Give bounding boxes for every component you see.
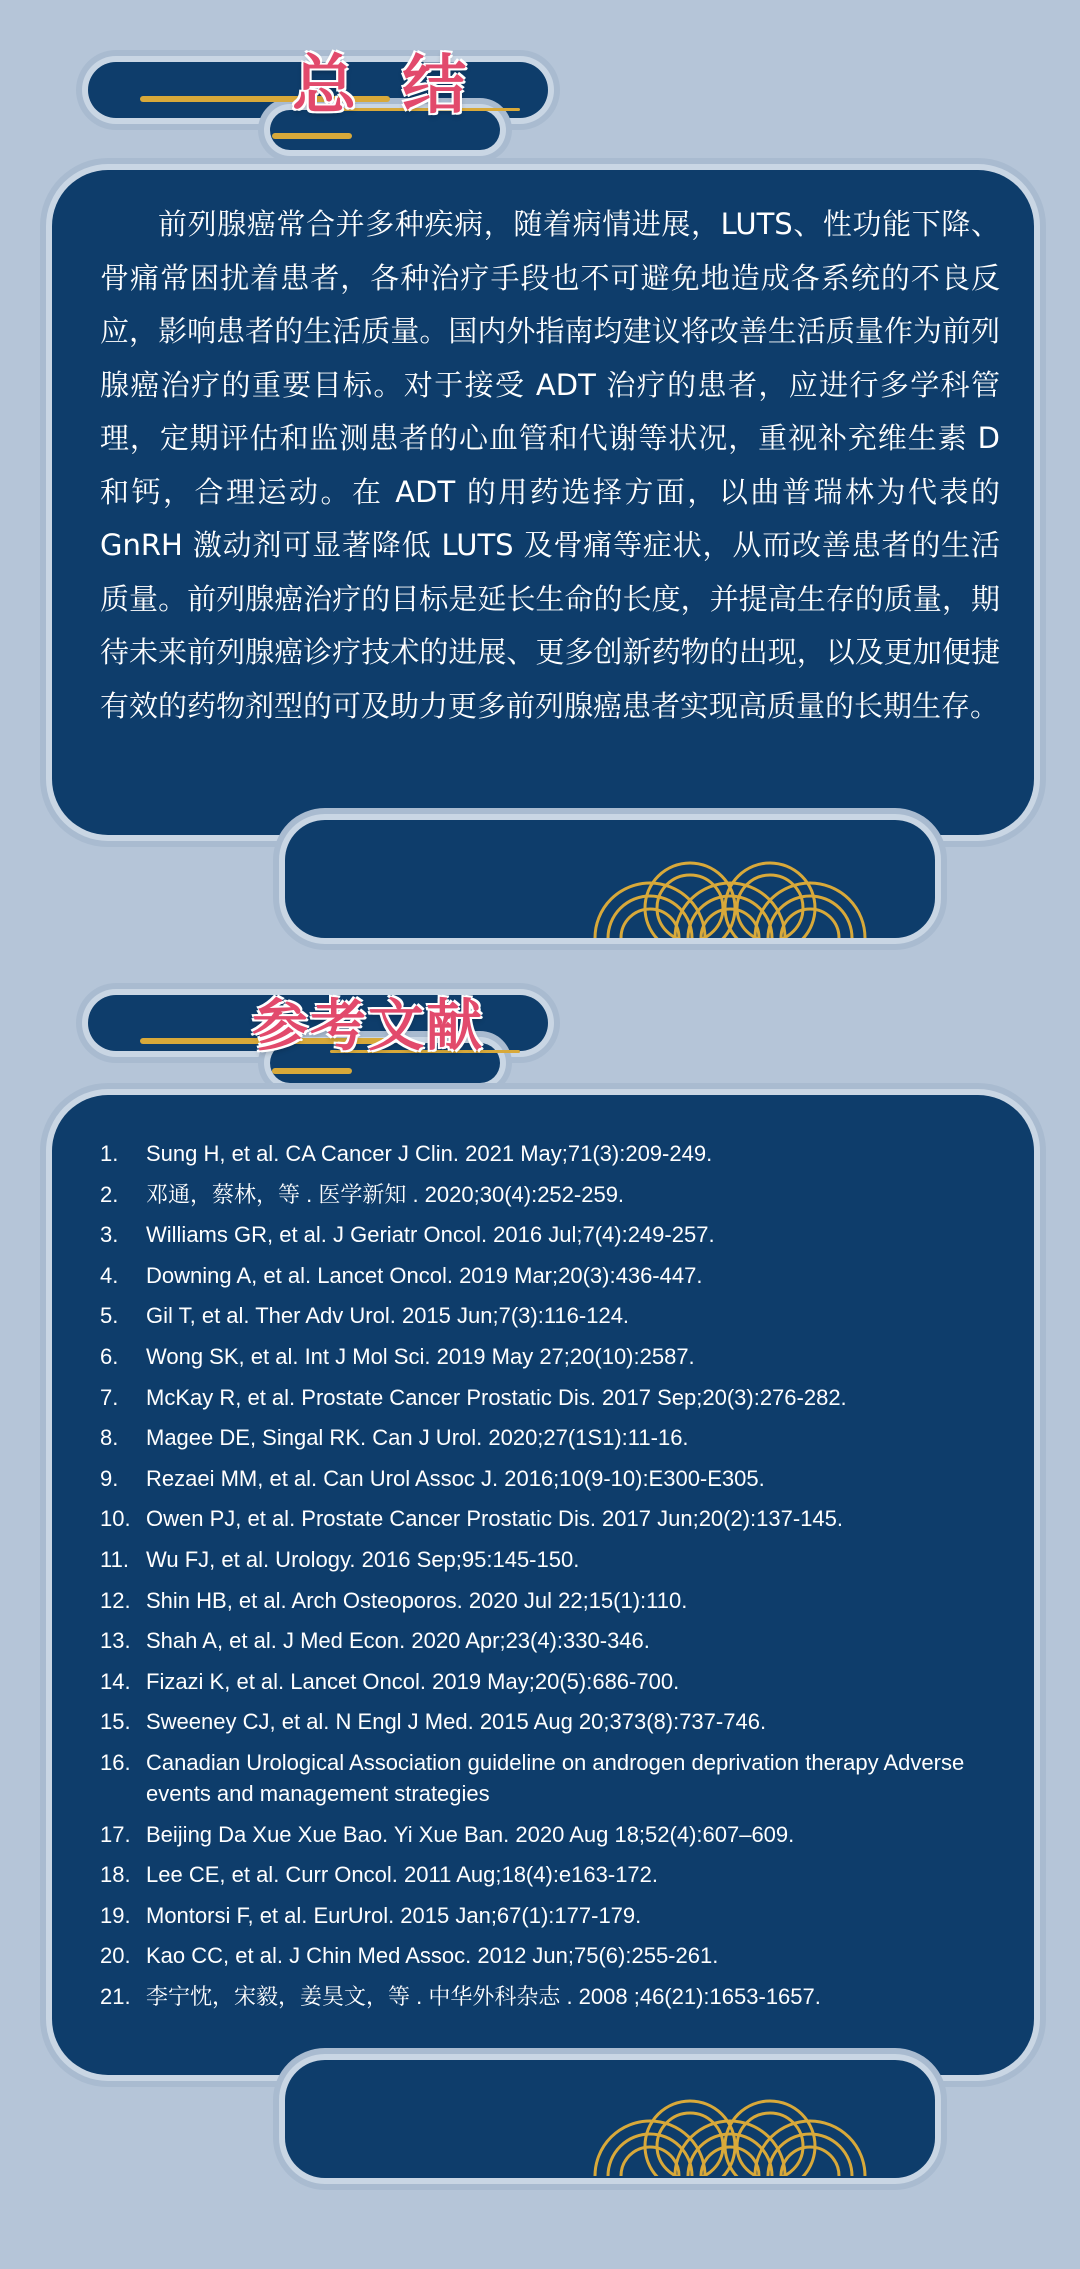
reference-item bbox=[100, 1625, 1000, 1656]
reference-number: 9. bbox=[100, 1465, 119, 1491]
reference-number: 2. bbox=[100, 1181, 119, 1207]
reference-item bbox=[100, 1706, 1000, 1737]
reference-item bbox=[100, 1940, 1000, 1971]
reference-item bbox=[100, 1219, 1000, 1250]
reference-number: 8. bbox=[100, 1425, 119, 1451]
reference-text: Magee DE, Singal RK. Can J Urol. 2020;27(1S1):11-16. bbox=[146, 1425, 689, 1451]
reference-number: 19. bbox=[100, 1902, 131, 1928]
reference-number: 16. bbox=[100, 1749, 131, 1775]
reference-text: McKay R, et al. Prostate Cancer Prostatic Dis. 2017 Sep;20(3):276-282. bbox=[146, 1384, 847, 1410]
reference-item bbox=[100, 1179, 1000, 1210]
reference-number: 6. bbox=[100, 1343, 119, 1369]
reference-number: 4. bbox=[100, 1262, 119, 1288]
reference-number: 11. bbox=[100, 1546, 129, 1572]
reference-number: 15. bbox=[100, 1709, 131, 1735]
reference-item bbox=[100, 1422, 1000, 1453]
reference-item bbox=[100, 1747, 1000, 1809]
wave-arcs-decor bbox=[570, 2076, 900, 2176]
reference-number: 18. bbox=[100, 1862, 131, 1888]
reference-text: Downing A, et al. Lancet Oncol. 2019 Mar;20(3):436-447. bbox=[146, 1262, 703, 1288]
reference-text: Canadian Urological Association guideline on androgen deprivation therapy Adverse events and management strategies bbox=[146, 1749, 965, 1806]
reference-text: Owen PJ, et al. Prostate Cancer Prostatic Dis. 2017 Jun;20(2):137-145. bbox=[146, 1506, 844, 1532]
reference-number: 14. bbox=[100, 1668, 131, 1694]
reference-number: 12. bbox=[100, 1587, 131, 1613]
reference-item bbox=[100, 1859, 1000, 1890]
reference-item bbox=[100, 1260, 1000, 1291]
reference-item bbox=[100, 1585, 1000, 1616]
reference-item bbox=[100, 1666, 1000, 1697]
reference-number: 20. bbox=[100, 1943, 131, 1969]
reference-text: Shah A, et al. J Med Econ. 2020 Apr;23(4):330-346. bbox=[146, 1628, 650, 1654]
reference-text: Gil T, et al. Ther Adv Urol. 2015 Jun;7(3):116-124. bbox=[146, 1303, 630, 1329]
reference-item bbox=[100, 1300, 1000, 1331]
reference-text: 邓通，蔡林，等 . 医学新知 . 2020;30(4):252-259. bbox=[146, 1181, 625, 1207]
reference-item bbox=[100, 1341, 1000, 1372]
reference-number: 21. bbox=[100, 1983, 131, 2009]
reference-number: 10. bbox=[100, 1506, 131, 1532]
wave-arcs-decor bbox=[570, 838, 900, 938]
reference-text: Montorsi F, et al. EurUrol. 2015 Jan;67(1):177-179. bbox=[146, 1902, 642, 1928]
reference-text: Rezaei MM, et al. Can Urol Assoc J. 2016;10(9-10):E300-E305. bbox=[146, 1465, 765, 1491]
reference-item bbox=[100, 1900, 1000, 1931]
reference-item bbox=[100, 1463, 1000, 1494]
reference-text: Beijing Da Xue Xue Bao. Yi Xue Ban. 2020 Aug 18;52(4):607–609. bbox=[146, 1821, 795, 1847]
summary-paragraph: 前列腺癌常合并多种疾病，随着病情进展，LUTS、性功能下降、骨痛常困扰着患者，各种治疗手段也不可避免地造成各系统的不良反应，影响患者的生活质量。国内外指南均建议将改善生活质量作为前列腺癌治疗的重要目标。对于接受 ADT 治疗的患者，应进行多学科管理，定期评估和监测患者的心血管和代谢等状况，重视补充维生素 D 和钙，合理运动。在 ADT 的用药选择方面，以曲普瑞林为代表的 GnRH 激动剂可显著降低 LUTS 及骨痛等症状，从而改善患者的生活质量。前列腺癌治疗的目标是延长生命的长度，并提高生存的质量，期待未来前列腺癌诊疗技术的进展、更多创新药物的出现，以及更加便捷有效的药物剂型的可及助力更多前列腺癌患者实现高质量的长期生存。 bbox=[100, 207, 1000, 723]
reference-number: 5. bbox=[100, 1303, 119, 1329]
references-title: 参考文献 bbox=[252, 993, 484, 1059]
reference-number: 13. bbox=[100, 1628, 131, 1654]
reference-text: Shin HB, et al. Arch Osteoporos. 2020 Jul 22;15(1):110. bbox=[146, 1587, 688, 1613]
reference-text: Sung H, et al. CA Cancer J Clin. 2021 May;71(3):209-249. bbox=[146, 1141, 713, 1166]
reference-number: 1. bbox=[100, 1141, 119, 1166]
reference-number: 3. bbox=[100, 1222, 119, 1248]
reference-item bbox=[100, 1138, 1000, 1169]
reference-text: 李宁忱，宋毅，姜昊文，等 . 中华外科杂志 . 2008 ;46(21):1653-1657. bbox=[146, 1983, 821, 2009]
reference-item bbox=[100, 1503, 1000, 1534]
references-list bbox=[100, 1138, 1000, 2021]
gold-line-decor bbox=[272, 1068, 352, 1074]
reference-text: Fizazi K, et al. Lancet Oncol. 2019 May;20(5):686-700. bbox=[146, 1668, 680, 1694]
reference-text: Wong SK, et al. Int J Mol Sci. 2019 May 27;20(10):2587. bbox=[146, 1343, 695, 1369]
reference-text: Williams GR, et al. J Geriatr Oncol. 2016 Jul;7(4):249-257. bbox=[146, 1222, 715, 1248]
reference-text: Kao CC, et al. J Chin Med Assoc. 2012 Jun;75(6):255-261. bbox=[146, 1943, 719, 1969]
reference-text: Lee CE, et al. Curr Oncol. 2011 Aug;18(4):e163-172. bbox=[146, 1862, 659, 1888]
reference-item bbox=[100, 1819, 1000, 1850]
reference-item bbox=[100, 1981, 1000, 2012]
reference-number: 17. bbox=[100, 1821, 131, 1847]
reference-item bbox=[100, 1382, 1000, 1413]
reference-text: Wu FJ, et al. Urology. 2016 Sep;95:145-150. bbox=[146, 1546, 580, 1572]
reference-number: 7. bbox=[100, 1384, 119, 1410]
summary-title: 总 结 bbox=[292, 48, 479, 123]
reference-item bbox=[100, 1544, 1000, 1575]
gold-line-decor bbox=[272, 133, 352, 139]
reference-text: Sweeney CJ, et al. N Engl J Med. 2015 Aug 20;373(8):737-746. bbox=[146, 1709, 767, 1735]
